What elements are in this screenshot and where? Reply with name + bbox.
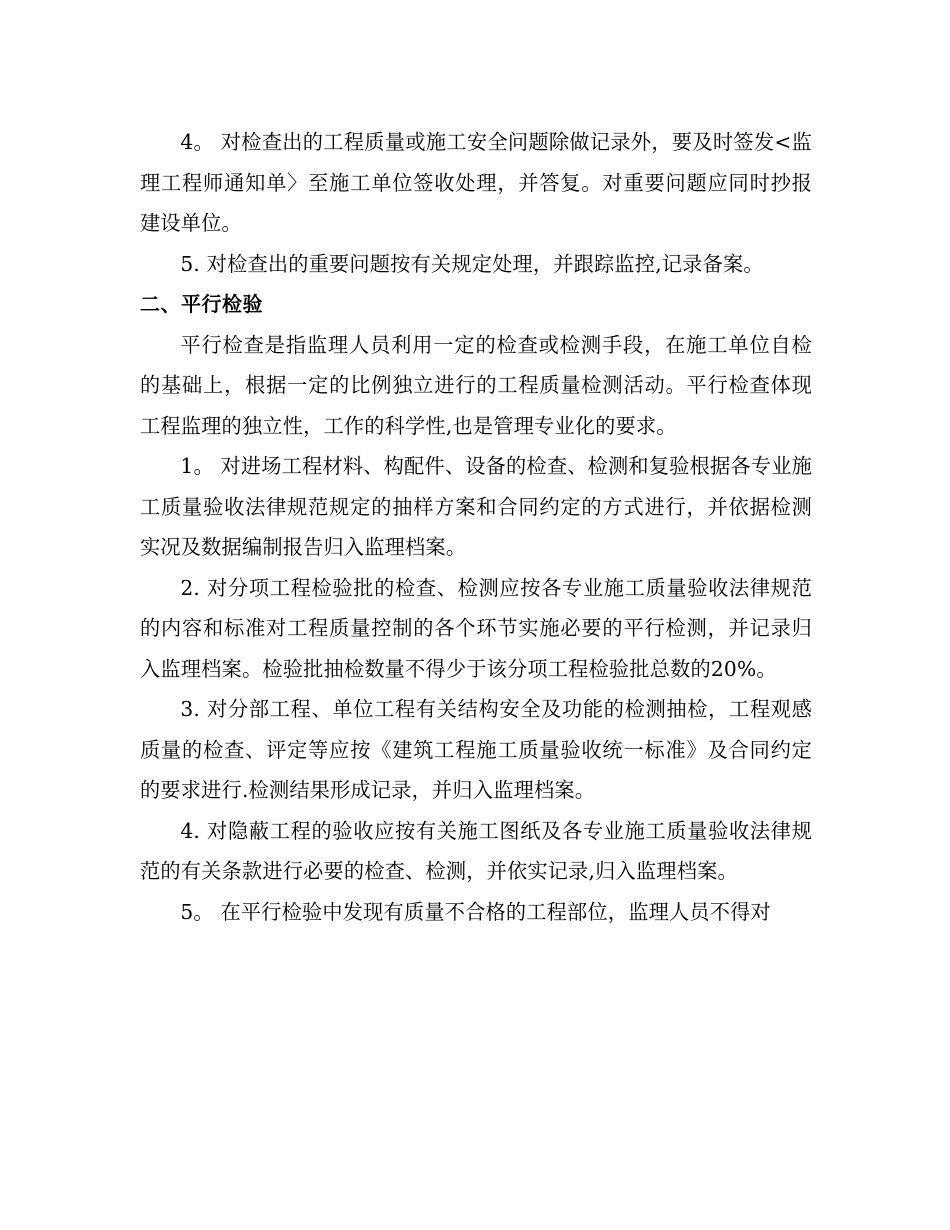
paragraph-item-3-structural-safety: 3. 对分部工程、单位工程有关结构安全及功能的检测抽检，工程观感质量的检查、评定等应按《建筑工程施工质量验收统一标准》及合同约定的要求进行.检测结果形成记录，并归入监理档案。 bbox=[140, 697, 812, 802]
document-page bbox=[140, 122, 812, 932]
paragraph-item-5-tracking: 5. 对检查出的重要问题按有关规定处理，并跟踪监控,记录备案。 bbox=[180, 251, 764, 276]
paragraph-item-1-materials: 1。 对进场工程材料、构配件、设备的检查、检测和复验根据各专业施工质量验收法律规范规定的抽样方案和合同约定的方式进行，并依据检测实况及数据编制报告归入监理档案。 bbox=[140, 454, 812, 559]
paragraph-item-4-inspection-notice: 4。 对检查出的工程质量或施工安全问题除做记录外，要及时签发<监理工程师通知单〉至施工单位签收处理，并答复。对重要问题应同时抄报建设单位。 bbox=[140, 130, 812, 235]
paragraph-item-5-nonconforming: 5。 在平行检验中发现有质量不合格的工程部位，监理人员不得对 bbox=[180, 899, 771, 924]
paragraph-item-4-concealed-works: 4. 对隐蔽工程的验收应按有关施工图纸及各专业施工质量验收法律规范的有关条款进行必要的检查、检测，并依实记录,归入监理档案。 bbox=[140, 818, 812, 883]
paragraph-item-2-inspection-lot: 2. 对分项工程检验批的检查、检测应按各专业施工质量验收法律规范的内容和标准对工程质量控制的各个环节实施必要的平行检测，并记录归入监理档案。检验批抽检数量不得少于该分项工程检验批总数的20%。 bbox=[140, 575, 812, 681]
section-heading: 二、平行检验 bbox=[140, 292, 263, 316]
paragraph-definition: 平行检查是指监理人员利用一定的检查或检测手段，在施工单位自检的基础上，根据一定的比例独立进行的工程质量检测活动。平行检查体现工程监理的独立性，工作的科学性,也是管理专业化的要求。 bbox=[140, 332, 812, 438]
